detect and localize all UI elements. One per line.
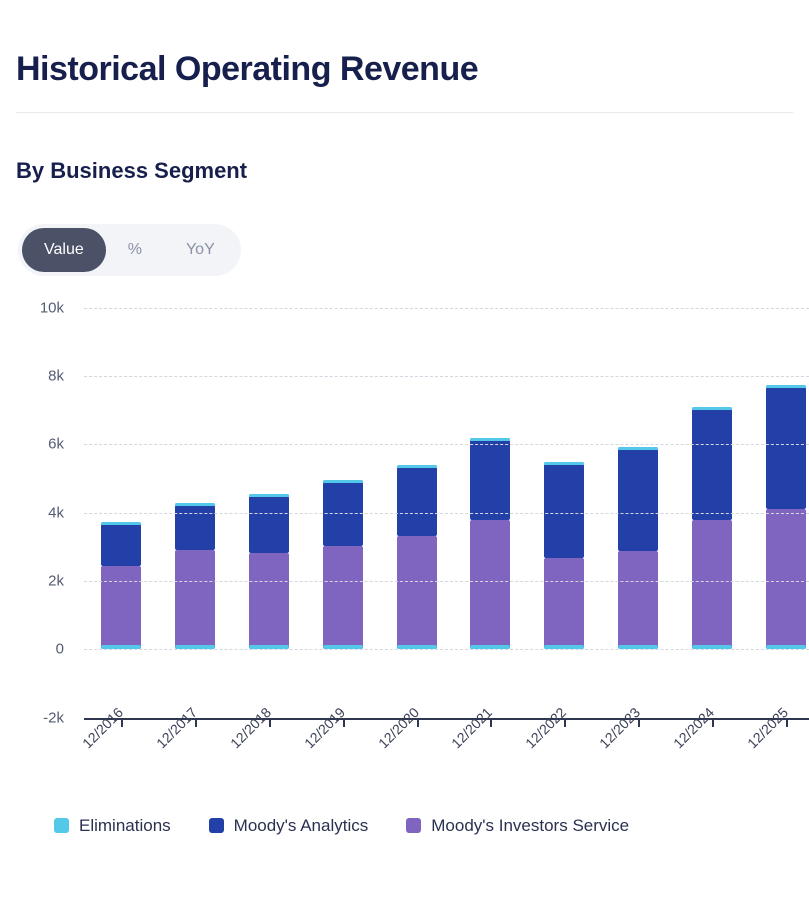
- bar-segment[interactable]: [175, 550, 215, 650]
- legend-label: Moody's Investors Service: [431, 815, 630, 835]
- legend-swatch-icon: [209, 818, 224, 833]
- gridline: [84, 376, 809, 377]
- bar-segment[interactable]: [692, 407, 732, 410]
- bar-segment[interactable]: [618, 449, 658, 551]
- bar-segment[interactable]: [249, 494, 289, 497]
- bar-segment[interactable]: [323, 546, 363, 649]
- bar-segment[interactable]: [692, 409, 732, 520]
- bar-segment[interactable]: [175, 503, 215, 506]
- bar-segment[interactable]: [766, 387, 806, 509]
- gridline: [84, 649, 809, 650]
- y-axis-tick-label: 8k: [48, 367, 64, 385]
- bar-segment[interactable]: [544, 462, 584, 465]
- legend-label: Eliminations: [79, 815, 171, 835]
- y-axis-tick-label: 2k: [48, 572, 64, 590]
- chart-legend[interactable]: [54, 816, 809, 836]
- bar-segment[interactable]: [618, 447, 658, 450]
- toggle-yoy[interactable]: YoY: [164, 228, 237, 272]
- bar-segment[interactable]: [544, 558, 584, 650]
- x-axis-label: 12/2018: [226, 704, 274, 752]
- bar-segment[interactable]: [397, 465, 437, 468]
- gridline: [84, 581, 809, 582]
- bar-segment[interactable]: [618, 551, 658, 650]
- page-title: Historical Operating Revenue: [16, 49, 479, 88]
- x-axis-label: 12/2017: [152, 704, 200, 752]
- legend-swatch-icon: [406, 818, 421, 833]
- y-axis-tick-label: 6k: [48, 435, 64, 453]
- chart-plot-area: [39, 299, 809, 727]
- bar-segment[interactable]: [397, 467, 437, 537]
- y-axis-tick-label: -2k: [43, 709, 64, 727]
- bar-segment[interactable]: [470, 438, 510, 441]
- legend-item[interactable]: [406, 816, 629, 836]
- y-axis-tick-label: 10k: [39, 299, 64, 317]
- x-axis-label: 12/2022: [522, 704, 570, 752]
- bar-segment[interactable]: [397, 536, 437, 649]
- toggle-percent[interactable]: %: [106, 228, 164, 272]
- bar-segment[interactable]: [101, 522, 141, 525]
- legend-item[interactable]: [54, 816, 171, 836]
- bar-segment[interactable]: [692, 520, 732, 649]
- y-axis-tick-label: 0: [55, 640, 64, 658]
- view-mode-toggle[interactable]: [18, 224, 241, 276]
- bar-segment[interactable]: [249, 553, 289, 650]
- toggle-value[interactable]: Value: [22, 228, 106, 272]
- page-root: [0, 23, 809, 902]
- x-axis-label: 12/2021: [448, 704, 496, 752]
- bar-segment[interactable]: [766, 509, 806, 650]
- bar-segment[interactable]: [323, 482, 363, 546]
- y-axis-tick-label: 4k: [48, 504, 64, 522]
- bar-segment[interactable]: [101, 566, 141, 650]
- bar-segment[interactable]: [470, 440, 510, 520]
- gridline: [84, 308, 809, 309]
- x-axis-label: 12/2025: [744, 704, 792, 752]
- gridline: [84, 513, 809, 514]
- x-axis-label: 12/2016: [78, 704, 127, 752]
- bar-segment[interactable]: [470, 520, 510, 650]
- legend-label: Moody's Analytics: [233, 815, 369, 835]
- x-axis-label: 12/2020: [374, 704, 422, 752]
- bar-segment[interactable]: [323, 480, 363, 483]
- bar-segment[interactable]: [249, 496, 289, 552]
- section-title: By Business Segment: [16, 157, 248, 183]
- bar-segment[interactable]: [544, 464, 584, 558]
- bar-segment[interactable]: [101, 524, 141, 565]
- x-axis-label: 12/2023: [596, 704, 644, 752]
- legend-item[interactable]: [209, 816, 369, 836]
- x-axis-label: 12/2019: [300, 704, 348, 752]
- bar-segment[interactable]: [766, 385, 806, 388]
- revenue-chart: [0, 298, 809, 858]
- x-axis-label: 12/2024: [670, 704, 718, 752]
- bar-segment[interactable]: [175, 505, 215, 550]
- legend-swatch-icon: [54, 818, 69, 833]
- title-divider: [16, 112, 793, 113]
- gridline: [84, 444, 809, 445]
